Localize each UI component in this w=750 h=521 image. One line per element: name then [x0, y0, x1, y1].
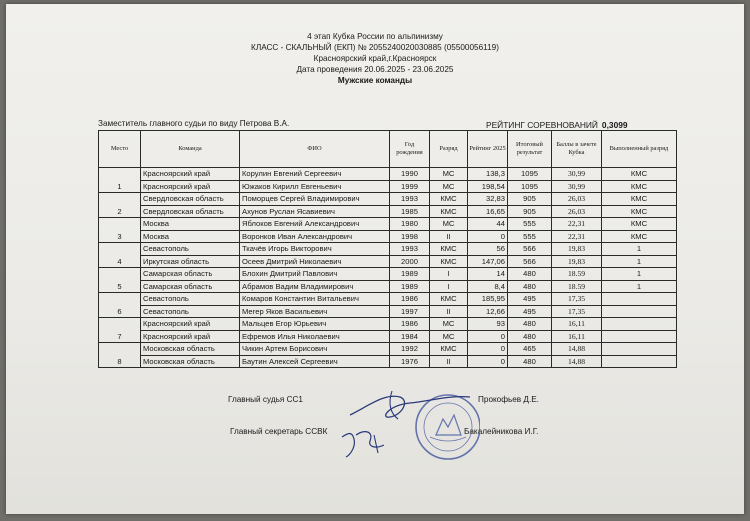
- year-cell: 1997: [390, 305, 430, 318]
- name-cell: Мегер Яков Васильевич: [240, 305, 390, 318]
- rating-cell: 32,83: [468, 193, 508, 206]
- rating-cell: 12,66: [468, 305, 508, 318]
- team-cell: Самарская область: [141, 268, 240, 281]
- year-cell: 1989: [390, 280, 430, 293]
- name-cell: Ефремов Илья Николаевич: [240, 330, 390, 343]
- table-row: [99, 355, 677, 368]
- secretary-name: Бакалейникова И.Г.: [464, 427, 539, 436]
- done-cell: 1: [602, 268, 677, 281]
- place-cell: 7: [99, 318, 141, 343]
- team-cell: Свердловская область: [141, 205, 240, 218]
- points-cell: 19,83: [552, 255, 602, 268]
- team-cell: Иркутская область: [141, 255, 240, 268]
- points-cell: 17,35: [552, 305, 602, 318]
- done-cell: [602, 330, 677, 343]
- chief-judge-name: Прокофьев Д.Е.: [478, 395, 539, 404]
- result-cell: 480: [508, 280, 552, 293]
- year-cell: 1986: [390, 318, 430, 331]
- done-cell: КМС: [602, 218, 677, 231]
- result-cell: 480: [508, 318, 552, 331]
- name-cell: Корулин Евгений Сергеевич: [240, 168, 390, 181]
- place-cell: 5: [99, 268, 141, 293]
- rating-value: 0,3099: [601, 120, 628, 130]
- col-result: Итоговый результат: [508, 131, 552, 168]
- team-cell: Московская область: [141, 355, 240, 368]
- year-cell: 1992: [390, 343, 430, 356]
- event-title: 4 этап Кубка России по альпинизму: [307, 32, 443, 41]
- table-row: [99, 168, 677, 181]
- team-cell: Красноярский край: [141, 318, 240, 331]
- done-cell: 1: [602, 243, 677, 256]
- table-row: [99, 268, 677, 281]
- result-cell: 480: [508, 355, 552, 368]
- rank-cell: II: [430, 355, 468, 368]
- team-cell: Севастополь: [141, 305, 240, 318]
- done-cell: [602, 355, 677, 368]
- category-title: Мужские команды: [337, 76, 413, 85]
- secretary-signature: [342, 432, 384, 457]
- table-row: [99, 193, 677, 206]
- rating-cell: 14: [468, 268, 508, 281]
- year-cell: 1993: [390, 193, 430, 206]
- rating-label: РЕЙТИНГ СОРЕВНОВАНИЙ: [486, 120, 598, 130]
- team-cell: Красноярский край: [141, 330, 240, 343]
- result-cell: 480: [508, 268, 552, 281]
- result-cell: 1095: [508, 168, 552, 181]
- points-cell: 22,31: [552, 230, 602, 243]
- team-cell: Севастополь: [141, 293, 240, 306]
- team-cell: Самарская область: [141, 280, 240, 293]
- rank-cell: КМС: [430, 205, 468, 218]
- done-cell: 1: [602, 255, 677, 268]
- rating-cell: 8,4: [468, 280, 508, 293]
- official-stamp: [416, 395, 480, 459]
- done-cell: 1: [602, 280, 677, 293]
- rating-cell: 93: [468, 318, 508, 331]
- rank-cell: КМС: [430, 193, 468, 206]
- result-cell: 555: [508, 218, 552, 231]
- team-cell: Свердловская область: [141, 193, 240, 206]
- year-cell: 1976: [390, 355, 430, 368]
- rank-cell: I: [430, 268, 468, 281]
- name-cell: Ткачёв Игорь Викторович: [240, 243, 390, 256]
- points-cell: 26,03: [552, 193, 602, 206]
- result-cell: 905: [508, 205, 552, 218]
- event-dates: Дата проведения 20.06.2025 - 23.06.2025: [296, 65, 454, 74]
- done-cell: КМС: [602, 205, 677, 218]
- points-cell: 19,83: [552, 243, 602, 256]
- rating-cell: 44: [468, 218, 508, 231]
- points-cell: 16,11: [552, 330, 602, 343]
- rating-cell: 138,3: [468, 168, 508, 181]
- done-cell: [602, 343, 677, 356]
- done-cell: КМС: [602, 193, 677, 206]
- deputy-judge: Заместитель главного судьи по виду Петрова В.А.: [98, 119, 290, 128]
- team-cell: Москва: [141, 230, 240, 243]
- table-row: [99, 343, 677, 356]
- results-table: [98, 130, 677, 368]
- name-cell: Мальцев Егор Юрьевич: [240, 318, 390, 331]
- year-cell: 2000: [390, 255, 430, 268]
- year-cell: 1998: [390, 230, 430, 243]
- result-cell: 465: [508, 343, 552, 356]
- rating-cell: 0: [468, 230, 508, 243]
- rank-cell: II: [430, 305, 468, 318]
- table-row: [99, 230, 677, 243]
- result-cell: 480: [508, 330, 552, 343]
- rank-cell: МС: [430, 318, 468, 331]
- rating-cell: 147,06: [468, 255, 508, 268]
- name-cell: Абрамов Вадим Владимирович: [240, 280, 390, 293]
- points-cell: 26,03: [552, 205, 602, 218]
- rank-cell: КМС: [430, 293, 468, 306]
- col-place: Место: [99, 131, 141, 168]
- name-cell: Блохин Дмитрий Павлович: [240, 268, 390, 281]
- col-name: ФИО: [240, 131, 390, 168]
- competition-rating: [486, 120, 628, 130]
- table-row: [99, 218, 677, 231]
- year-cell: 1999: [390, 180, 430, 193]
- table-row: [99, 255, 677, 268]
- rank-cell: КМС: [430, 343, 468, 356]
- rank-cell: II: [430, 230, 468, 243]
- result-cell: 566: [508, 243, 552, 256]
- place-cell: 3: [99, 218, 141, 243]
- points-cell: 14,88: [552, 343, 602, 356]
- rating-cell: 0: [468, 355, 508, 368]
- rank-cell: МС: [430, 168, 468, 181]
- table-row: [99, 180, 677, 193]
- points-cell: 30,99: [552, 180, 602, 193]
- team-cell: Красноярский край: [141, 168, 240, 181]
- points-cell: 22,31: [552, 218, 602, 231]
- col-done: Выполненный разряд: [602, 131, 677, 168]
- done-cell: [602, 293, 677, 306]
- stamp-and-signatures: [330, 375, 480, 470]
- team-cell: Москва: [141, 218, 240, 231]
- name-cell: Чикин Артем Борисович: [240, 343, 390, 356]
- rank-cell: МС: [430, 218, 468, 231]
- rating-cell: 16,65: [468, 205, 508, 218]
- chief-judge-label: Главный судья СС1: [228, 395, 303, 404]
- result-cell: 905: [508, 193, 552, 206]
- name-cell: Осеев Дмитрий Николаевич: [240, 255, 390, 268]
- table-row: [99, 305, 677, 318]
- table-header-row: [99, 131, 677, 168]
- table-row: [99, 318, 677, 331]
- rating-cell: 56: [468, 243, 508, 256]
- rank-cell: МС: [430, 330, 468, 343]
- name-cell: Яблоков Евгений Александрович: [240, 218, 390, 231]
- year-cell: 1989: [390, 268, 430, 281]
- name-cell: Воронков Иван Александрович: [240, 230, 390, 243]
- rating-cell: 0: [468, 330, 508, 343]
- col-points: Баллы в зачете Кубка: [552, 131, 602, 168]
- points-cell: 14,88: [552, 355, 602, 368]
- points-cell: 17,35: [552, 293, 602, 306]
- place-cell: 1: [99, 168, 141, 193]
- rank-cell: КМС: [430, 243, 468, 256]
- col-year: Год рождения: [390, 131, 430, 168]
- place-cell: 8: [99, 343, 141, 368]
- place-cell: 4: [99, 243, 141, 268]
- table-row: [99, 280, 677, 293]
- rating-cell: 0: [468, 343, 508, 356]
- name-cell: Ахунов Руслан Ясавиевич: [240, 205, 390, 218]
- team-cell: Севастополь: [141, 243, 240, 256]
- rank-cell: I: [430, 280, 468, 293]
- table-row: [99, 330, 677, 343]
- col-team: Команда: [141, 131, 240, 168]
- team-cell: Московская область: [141, 343, 240, 356]
- rank-cell: КМС: [430, 255, 468, 268]
- col-rank: Разряд: [430, 131, 468, 168]
- place-cell: 6: [99, 293, 141, 318]
- name-cell: Поморцев Сергей Владимирович: [240, 193, 390, 206]
- year-cell: 1985: [390, 205, 430, 218]
- result-cell: 1095: [508, 180, 552, 193]
- name-cell: Баутин Алексей Сергеевич: [240, 355, 390, 368]
- year-cell: 1984: [390, 330, 430, 343]
- name-cell: Южаков Кирилл Евгеньевич: [240, 180, 390, 193]
- year-cell: 1993: [390, 243, 430, 256]
- table-row: [99, 293, 677, 306]
- done-cell: [602, 318, 677, 331]
- result-cell: 555: [508, 230, 552, 243]
- event-class: КЛАСС - СКАЛЬНЫЙ (ЕКП) № 2055240020030885 (05500056119): [251, 43, 499, 52]
- done-cell: КМС: [602, 230, 677, 243]
- event-location: Красноярский край,г.Красноярск: [313, 54, 437, 63]
- done-cell: КМС: [602, 168, 677, 181]
- rating-cell: 185,95: [468, 293, 508, 306]
- team-cell: Красноярский край: [141, 180, 240, 193]
- result-cell: 566: [508, 255, 552, 268]
- secretary-label: Главный секретарь ССВК: [230, 427, 328, 436]
- rank-cell: МС: [430, 180, 468, 193]
- year-cell: 1980: [390, 218, 430, 231]
- points-cell: 30,99: [552, 168, 602, 181]
- year-cell: 1990: [390, 168, 430, 181]
- rating-cell: 198,54: [468, 180, 508, 193]
- name-cell: Комаров Константин Витальевич: [240, 293, 390, 306]
- done-cell: [602, 305, 677, 318]
- place-cell: 2: [99, 193, 141, 218]
- col-rating: Рейтинг 2025: [468, 131, 508, 168]
- table-row: [99, 205, 677, 218]
- points-cell: 16,11: [552, 318, 602, 331]
- result-cell: 495: [508, 305, 552, 318]
- done-cell: КМС: [602, 180, 677, 193]
- points-cell: 18.59: [552, 280, 602, 293]
- points-cell: 18.59: [552, 268, 602, 281]
- year-cell: 1986: [390, 293, 430, 306]
- result-cell: 495: [508, 293, 552, 306]
- table-row: [99, 243, 677, 256]
